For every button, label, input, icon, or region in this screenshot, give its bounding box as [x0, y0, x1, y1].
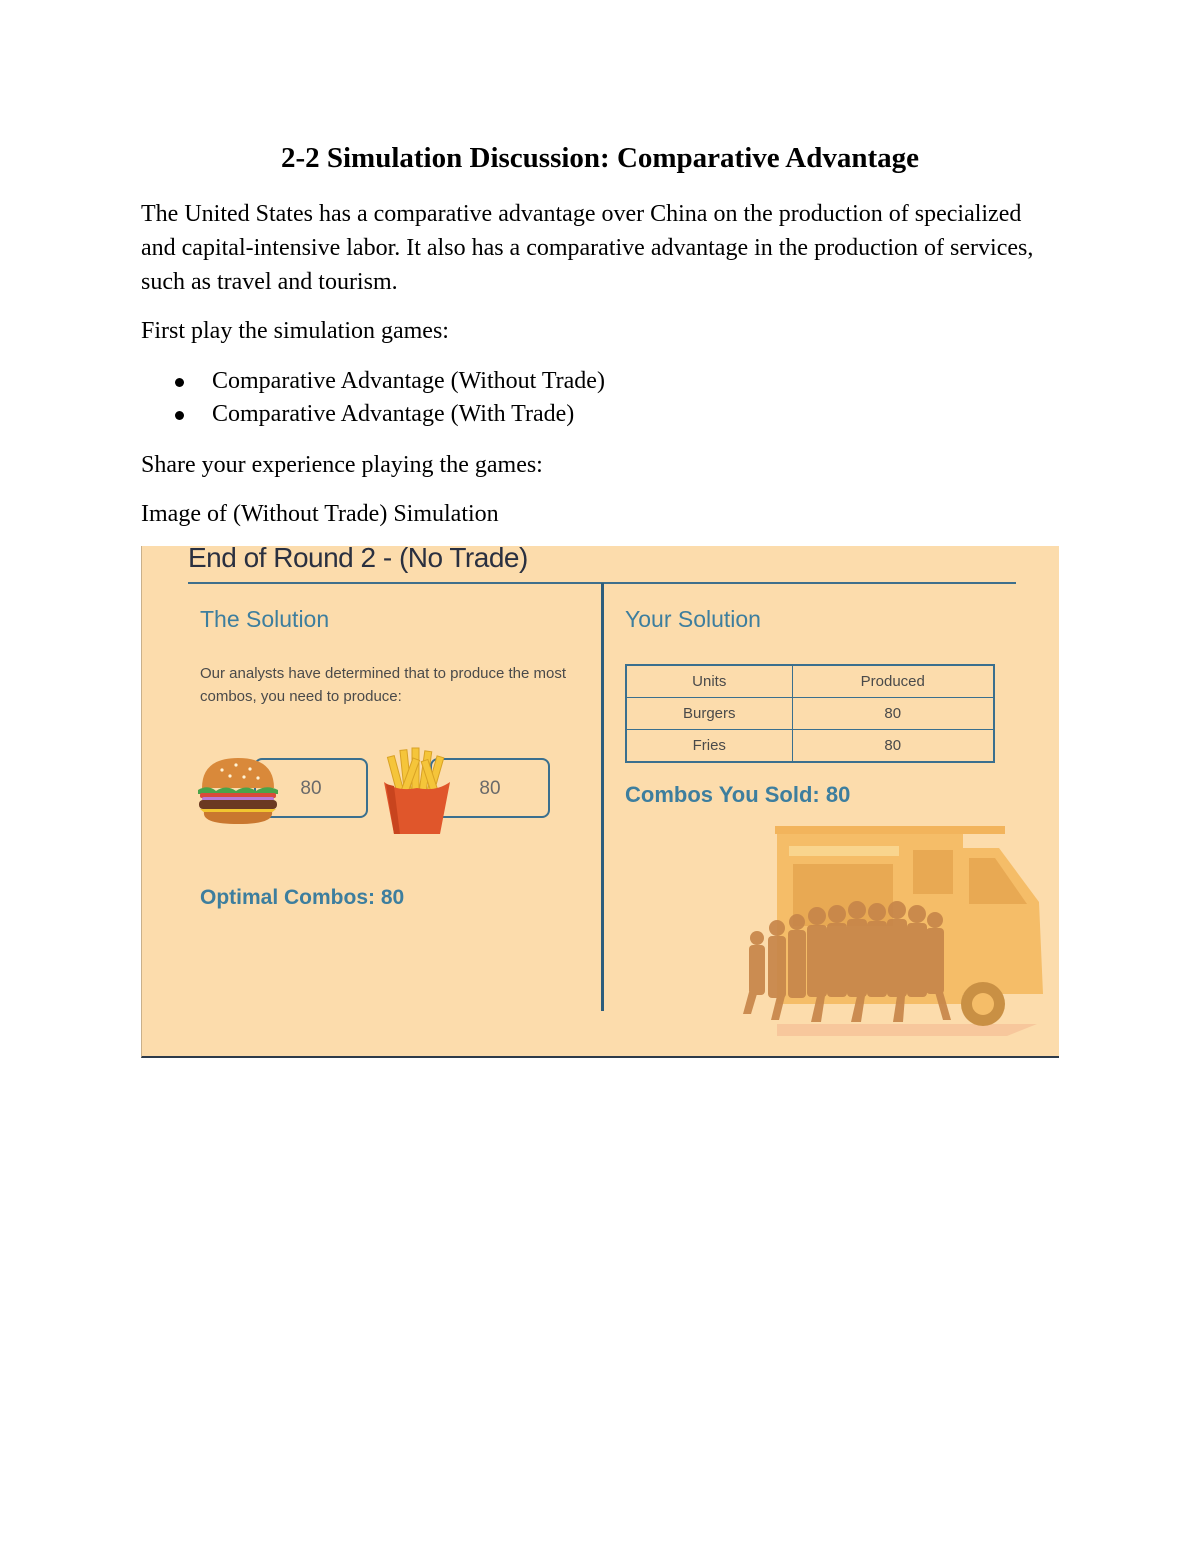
intro-paragraph: The United States has a comparative advantage over China on the production of specialized and capital-intensive labor. It also has a comparative advantage in the production of services, such as travel and tourism.	[141, 201, 1034, 295]
list-item	[141, 365, 1041, 398]
solution-description: Our analysts have determined that to produce the most combos, you need to produce:	[200, 665, 567, 705]
fries-icon	[378, 746, 456, 836]
burgers-value: 80	[300, 778, 322, 799]
image-caption: Image of (Without Trade) Simulation	[141, 501, 499, 527]
combos-sold: Combos You Sold: 80	[625, 782, 851, 807]
column-header-produced: Produced	[792, 665, 994, 698]
column-divider	[601, 583, 604, 1011]
table-header-row	[626, 665, 994, 698]
bullet-icon	[175, 411, 184, 420]
simulation-screenshot	[141, 546, 1059, 1058]
games-list	[141, 365, 1041, 431]
row-burgers-label: Burgers	[626, 698, 792, 730]
row-fries-label: Fries	[626, 730, 792, 763]
fries-value: 80	[479, 778, 501, 799]
row-fries-value: 80	[792, 730, 994, 763]
solution-heading: The Solution	[200, 606, 330, 632]
game-without-trade: Comparative Advantage (Without Trade)	[212, 368, 605, 394]
round-title: End of Round 2 - (No Trade)	[188, 546, 528, 573]
column-header-units: Units	[626, 665, 792, 698]
your-solution-table	[625, 664, 995, 763]
share-text: Share your experience playing the games:	[141, 452, 543, 478]
burger-icon	[192, 754, 284, 826]
document-title: 2-2 Simulation Discussion: Comparative Advantage	[280, 142, 920, 174]
row-burgers-value: 80	[792, 698, 994, 730]
game-with-trade: Comparative Advantage (With Trade)	[212, 401, 575, 427]
first-play-text: First play the simulation games:	[141, 318, 449, 344]
food-truck-icon	[737, 824, 1047, 1036]
list-item	[141, 398, 1041, 431]
your-solution-heading: Your Solution	[625, 606, 761, 632]
optimal-combos: Optimal Combos: 80	[200, 886, 405, 909]
table-row	[626, 698, 994, 730]
bullet-icon	[175, 378, 184, 387]
table-row	[626, 730, 994, 763]
